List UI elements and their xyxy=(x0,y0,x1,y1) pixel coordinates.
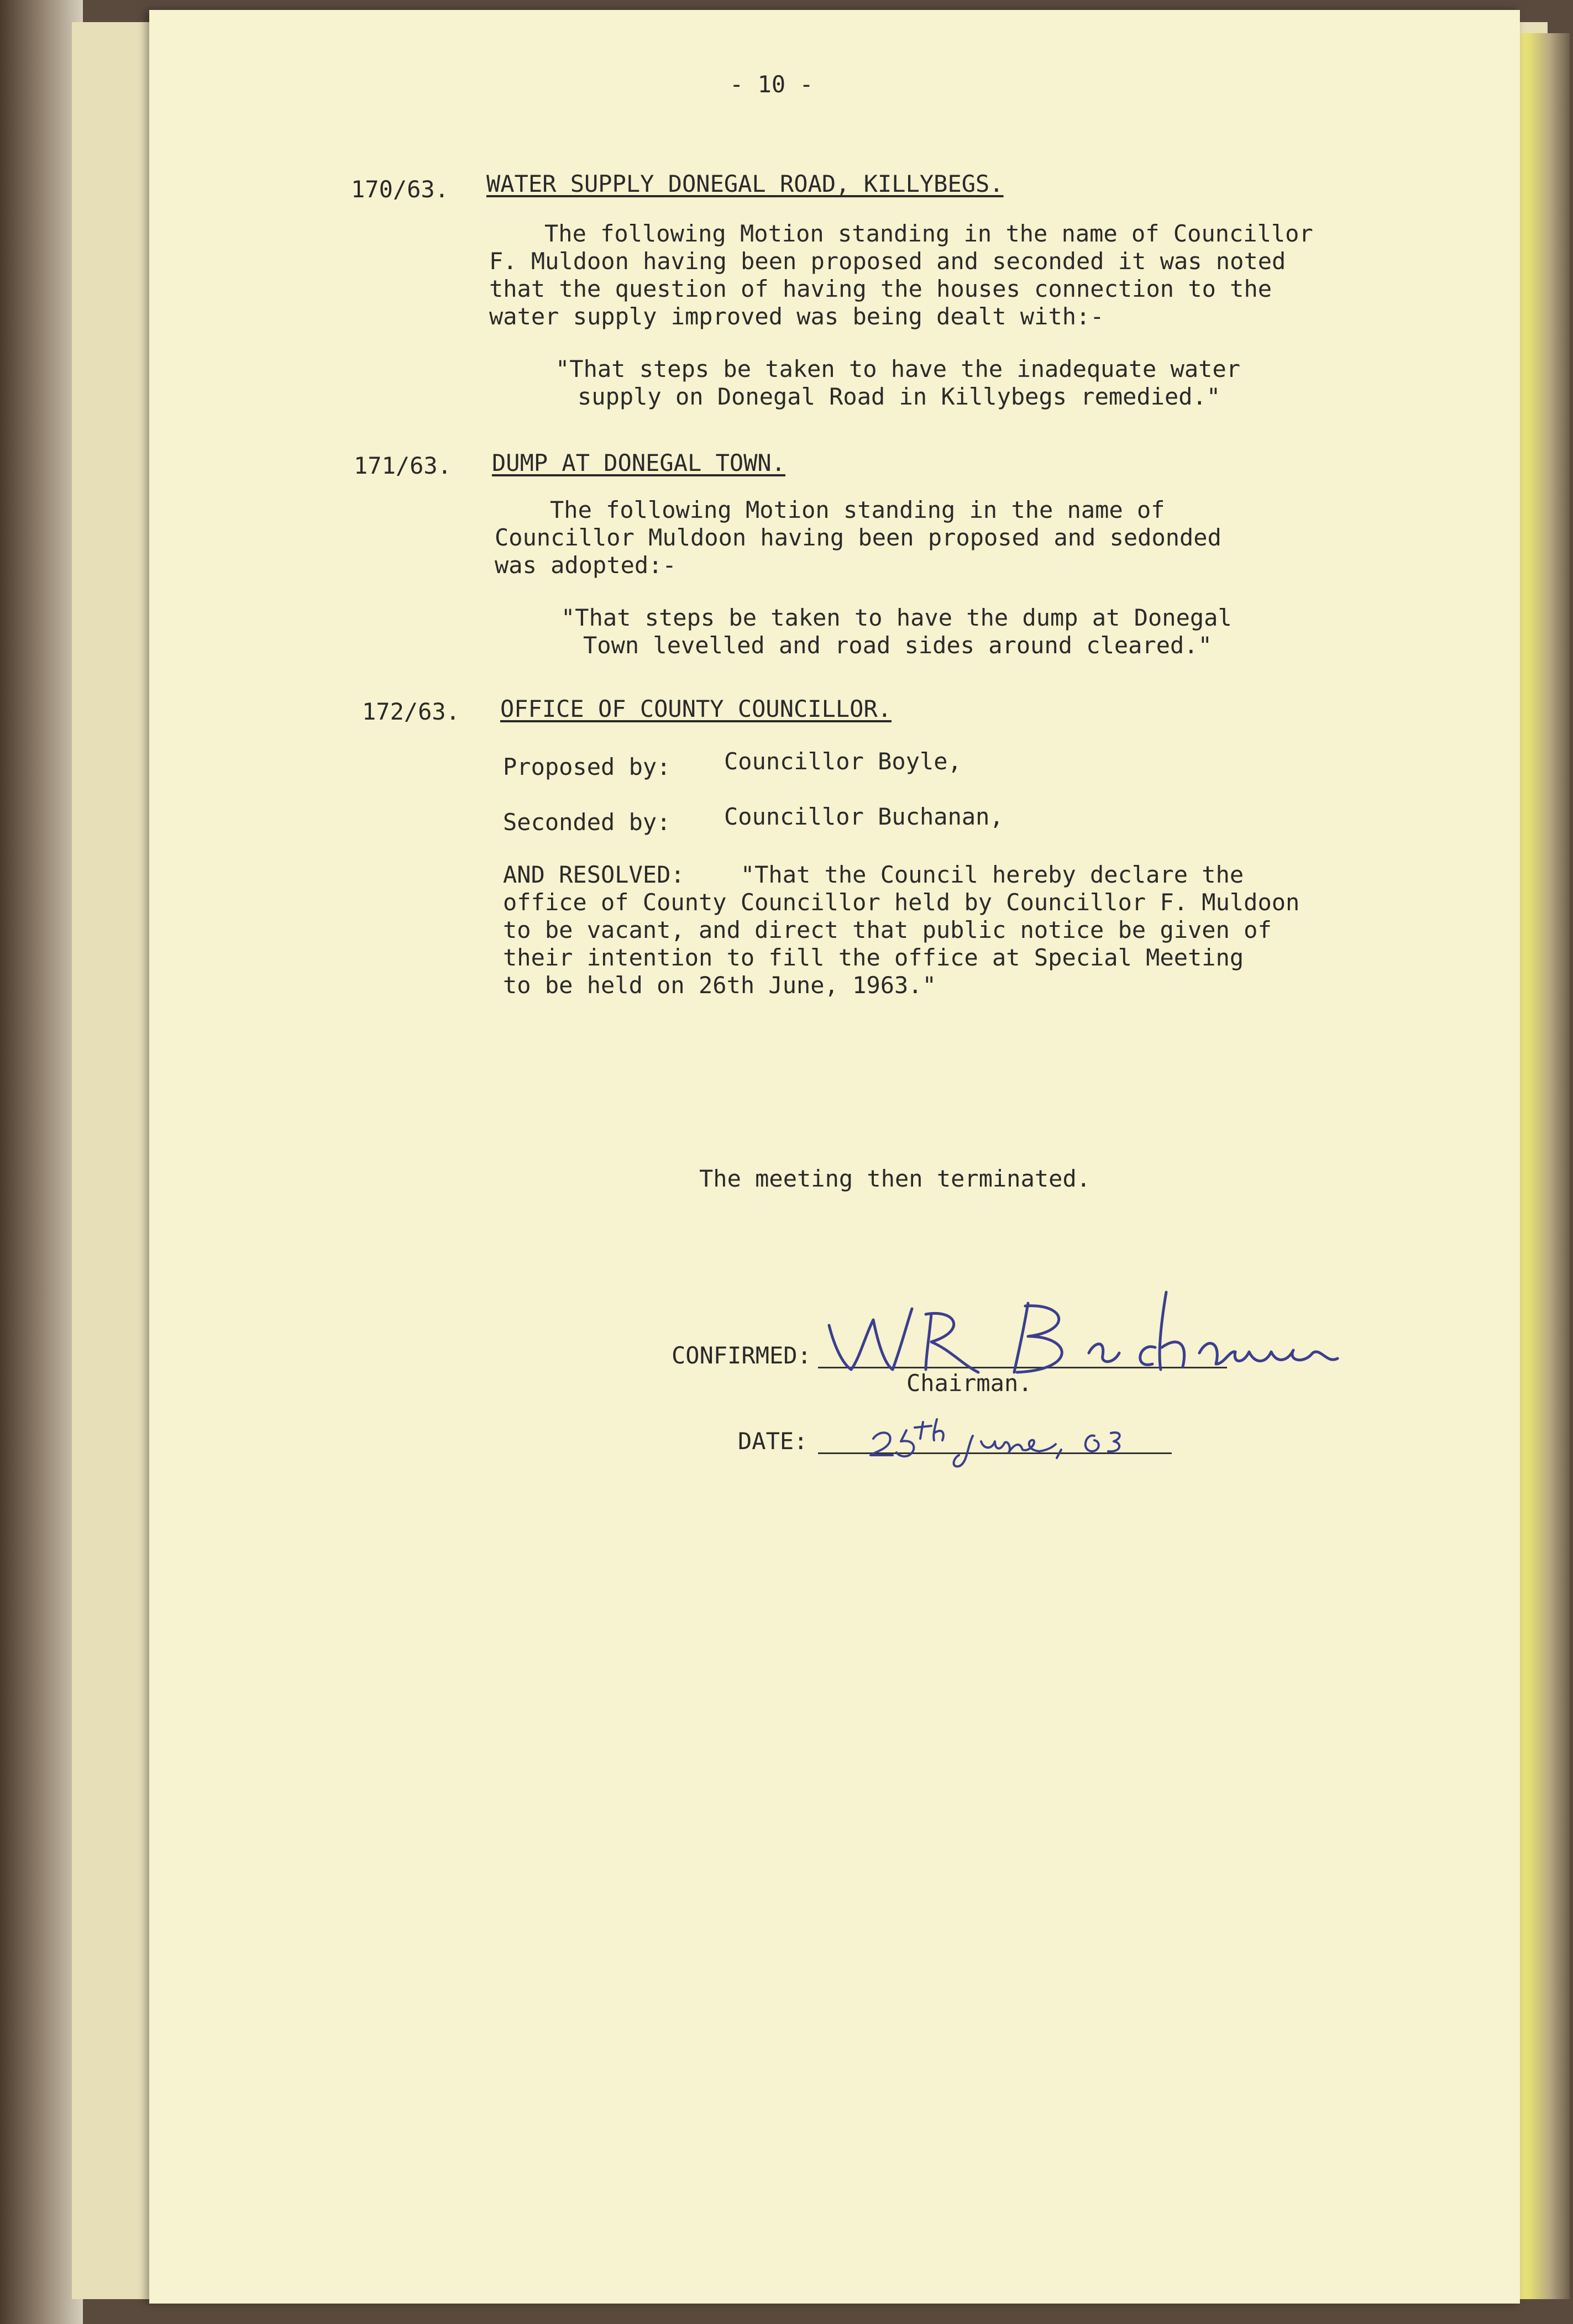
closing-statement: The meeting then terminated. xyxy=(699,1165,1091,1192)
body-line: that the question of having the houses connection to the xyxy=(489,275,1272,302)
seconded-value: Councillor Buchanan, xyxy=(724,803,1004,830)
seconded-label: Seconded by: xyxy=(503,809,671,836)
page-number: - 10 - xyxy=(730,71,814,98)
item-heading: WATER SUPPLY DONEGAL ROAD, KILLYBEGS. xyxy=(486,170,1004,197)
quote-line: "That steps be taken to have the inadequate water xyxy=(555,355,1241,382)
quote-line: "That steps be taken to have the dump at Donegal xyxy=(561,604,1232,631)
resolution-line: to be vacant, and direct that public notice be given of xyxy=(503,916,1272,943)
resolution-line: to be held on 26th June, 1963." xyxy=(503,972,936,999)
quote-line: Town levelled and road sides around cleared." xyxy=(583,632,1212,659)
body-line: The following Motion standing in the name of xyxy=(550,496,1165,523)
book-binding-left xyxy=(0,0,83,2324)
body-line: Councillor Muldoon having been proposed and sedonded xyxy=(495,524,1221,551)
item-number: 172/63. xyxy=(362,698,460,725)
resolution-line: AND RESOLVED: "That the Council hereby declare the xyxy=(503,861,1244,888)
date-label: DATE: xyxy=(738,1428,808,1455)
item-heading: OFFICE OF COUNTY COUNCILLOR. xyxy=(500,695,892,722)
item-number: 171/63. xyxy=(354,452,452,479)
resolution-line: office of County Councillor held by Councillor F. Muldoon xyxy=(503,889,1300,916)
item-heading: DUMP AT DONEGAL TOWN. xyxy=(492,449,786,476)
body-line: was adopted:- xyxy=(495,552,677,579)
item-number: 170/63. xyxy=(351,176,449,203)
chairman-label: Chairman. xyxy=(906,1370,1032,1397)
chairman-signature xyxy=(812,1281,1365,1392)
resolution-line: their intention to fill the office at Special Meeting xyxy=(503,944,1244,971)
handwritten-date xyxy=(862,1397,1205,1469)
document-page xyxy=(149,10,1520,2304)
body-line: The following Motion standing in the name of Councillor xyxy=(544,220,1313,247)
proposed-value: Councillor Boyle, xyxy=(724,748,962,775)
quote-line: supply on Donegal Road in Killybegs remedied." xyxy=(578,383,1221,410)
confirmed-label: CONFIRMED: xyxy=(672,1342,811,1369)
body-line: F. Muldoon having been proposed and seconded it was noted xyxy=(489,248,1286,275)
body-line: water supply improved was being dealt with:- xyxy=(489,303,1104,330)
proposed-label: Proposed by: xyxy=(503,753,671,780)
